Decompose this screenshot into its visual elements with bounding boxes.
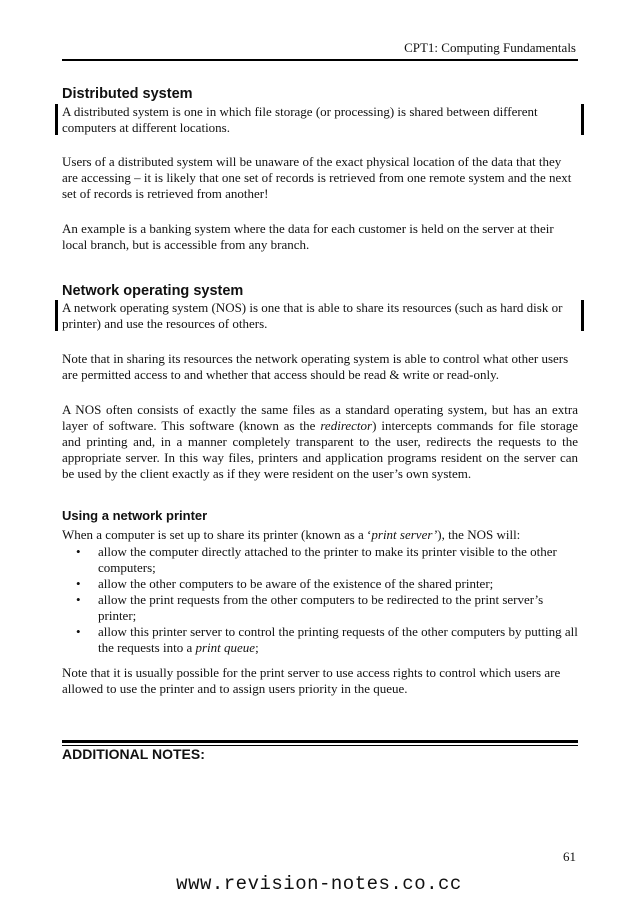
footer-url: www.revision-notes.co.cc (176, 873, 462, 895)
list-item (62, 576, 578, 592)
change-bar-left (55, 300, 58, 331)
distributed-system-heading: Distributed system (62, 86, 193, 102)
nos-paragraph-3-text-a: A NOS often consists of exactly the same files as a standard operating system, but has an extra layer of software. This software (known as the (62, 402, 578, 433)
change-bar-right (581, 104, 584, 135)
running-header: CPT1: Computing Fundamentals (404, 40, 576, 55)
network-printer-heading: Using a network printer (62, 508, 208, 523)
bullet-icon: • (76, 576, 81, 591)
print-server-term: print server’ (371, 527, 438, 542)
bullet-icon: • (76, 544, 81, 559)
intro-text-b: ), the NOS will: (437, 527, 521, 542)
print-server-note: Note that it is usually possible for the print server to use access rights to control which users are allowed to use the printer and to assign users priority in the queue. (62, 665, 561, 696)
nos-capabilities-list (62, 544, 578, 656)
nos-paragraph-3-text-b: ) intercepts commands for file storage and printing and, in a manner completely transparent to the user, redirects the requests to the appropriate server. In this way files, printers and application programs resident on the server can be used by the client exactly as if they were resident on the user’s own system. (62, 418, 578, 481)
list-item-text-b: ; (255, 640, 259, 655)
nos-heading: Network operating system (62, 283, 244, 299)
distributed-definition: A distributed system is one in which file storage (or processing) is shared between different computers at different locations. (62, 104, 538, 135)
intro-text-a: When a computer is set up to share its printer (known as a ‘ (62, 527, 372, 542)
list-item-text: allow the other computers to be aware of the existence of the shared printer; (98, 576, 494, 591)
bullet-icon: • (76, 592, 81, 607)
header-rule (62, 59, 578, 61)
nos-paragraph-3 (62, 402, 578, 482)
change-bar-right (581, 300, 584, 331)
network-printer-intro (62, 527, 578, 543)
list-item-text: allow the print requests from the other computers to be redirected to the print server’s printer; (98, 592, 544, 623)
print-queue-term: print queue (195, 640, 256, 655)
nos-paragraph-2: Note that in sharing its resources the network operating system is able to control what other users are permitted access to and whether that access should be read & write or read-only. (62, 351, 569, 382)
distributed-paragraph-2: Users of a distributed system will be unaware of the exact physical location of the data that they are accessing – it is likely that one set of records is retrieved from one remote system and the next set of records is retrieved from another! (62, 154, 572, 201)
change-bar-left (55, 104, 58, 135)
list-item (62, 544, 578, 576)
page-number: 61 (563, 849, 576, 864)
redirector-term: redirector (320, 418, 373, 433)
nos-definition: A network operating system (NOS) is one that is able to share its resources (such as hard disk or printer) and use the resources of others. (62, 300, 563, 331)
list-item (62, 624, 578, 656)
distributed-paragraph-3: An example is a banking system where the data for each customer is held on the server at their local branch, but is accessible from any branch. (62, 221, 554, 252)
bullet-icon: • (76, 624, 81, 639)
additional-notes-heading: ADDITIONAL NOTES: (62, 746, 205, 762)
list-item-text-a: allow this printer server to control the printing requests of the other computers by putting all the requests into a (98, 624, 578, 655)
list-item-text: allow the computer directly attached to the printer to make its printer visible to the other computers; (98, 544, 557, 575)
list-item (62, 592, 578, 624)
